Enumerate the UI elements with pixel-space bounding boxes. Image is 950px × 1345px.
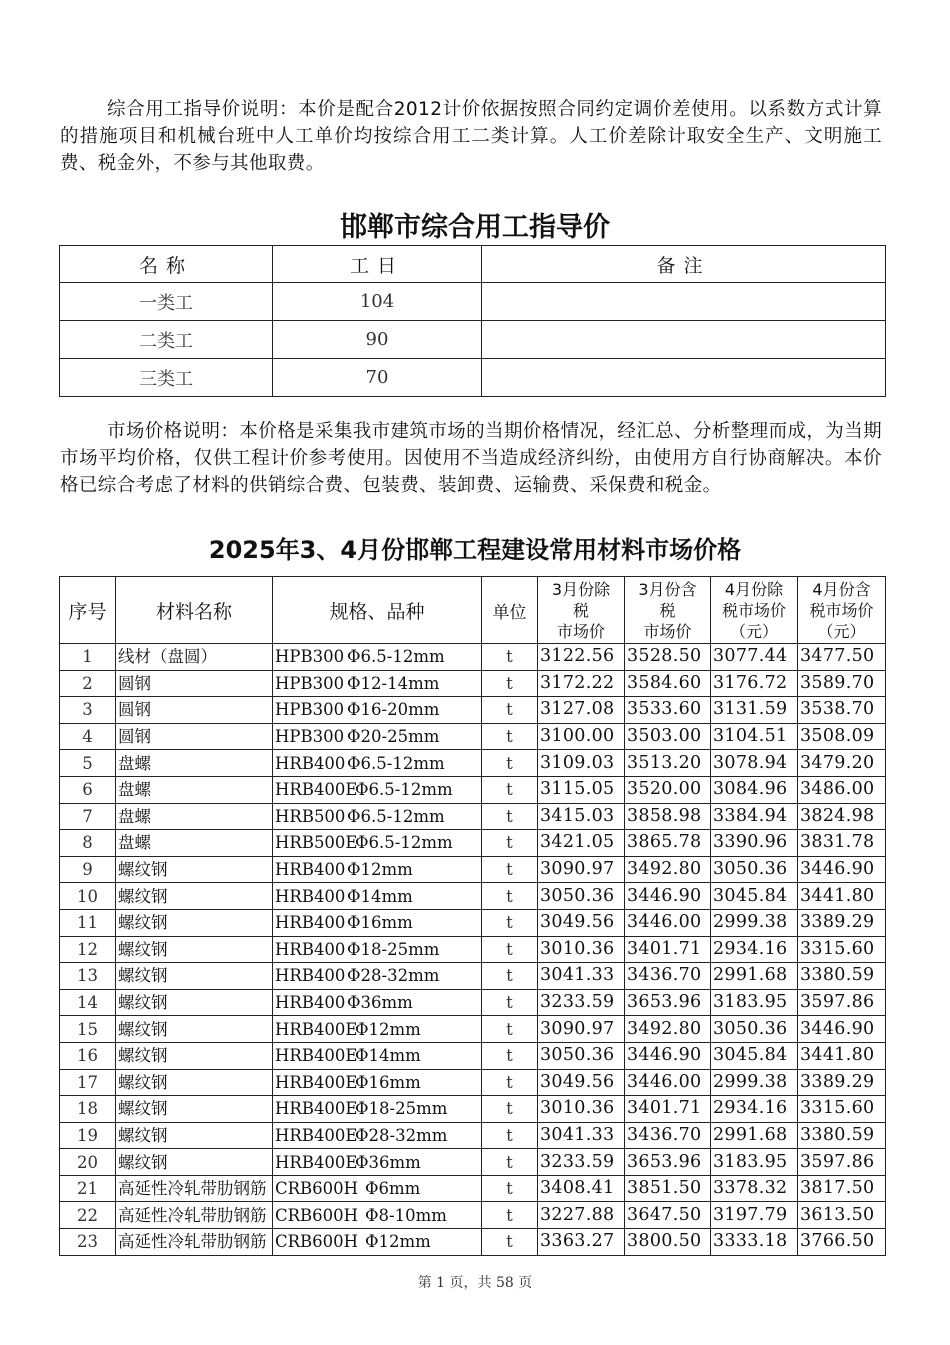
cell-apr-price-ex-tax: 3390.96 [711, 830, 798, 857]
cell-mar-price-ex-tax: 3172.22 [538, 670, 625, 697]
col-header-note: 备注 [482, 246, 886, 283]
material-row [60, 830, 886, 857]
header-line: 税 [659, 600, 676, 620]
cell-unit: t [482, 1096, 538, 1123]
cell-spec [273, 776, 482, 803]
cell-mar-price-in-tax: 3851.50 [625, 1175, 711, 1202]
cell-apr-price-ex-tax: 3183.95 [711, 989, 798, 1016]
cell-apr-price-in-tax: 3597.86 [798, 1149, 886, 1176]
cell-mar-price-in-tax: 3528.50 [625, 644, 711, 671]
spec-size: Φ28-32mm [347, 966, 440, 986]
cell-mar-price-in-tax: 3446.90 [625, 1042, 711, 1069]
cell-mar-price-in-tax: 3492.80 [625, 1016, 711, 1043]
cell-material-name: 高延性冷轧带肋钢筋 [116, 1229, 273, 1256]
cell-apr-price-ex-tax: 3077.44 [711, 644, 798, 671]
cell-mar-price-in-tax: 3446.90 [625, 883, 711, 910]
cell-unit: t [482, 1229, 538, 1256]
spec-size: Φ28-32mm [355, 1125, 448, 1145]
cell-seq: 1 [60, 644, 116, 671]
cell-apr-price-in-tax: 3380.59 [798, 963, 886, 990]
material-row [60, 1096, 886, 1123]
cell-material-name: 螺纹钢 [116, 1096, 273, 1123]
cell-spec [273, 1149, 482, 1176]
cell-apr-price-ex-tax: 3197.79 [711, 1202, 798, 1229]
cell-unit: t [482, 1069, 538, 1096]
cell-work-days: 70 [273, 359, 482, 397]
material-row [60, 1122, 886, 1149]
col-header-days: 工日 [273, 246, 482, 283]
labor-row [60, 359, 886, 397]
header-line: 3月份含 [638, 579, 697, 599]
cell-mar-price-ex-tax: 3090.97 [538, 856, 625, 883]
col-header-seq: 序号 [60, 577, 116, 644]
header-line: 4月份除 [724, 579, 784, 599]
cell-mar-price-ex-tax: 3408.41 [538, 1175, 625, 1202]
cell-apr-price-ex-tax: 3045.84 [711, 1042, 798, 1069]
spec-size: Φ6.5-12mm [347, 647, 445, 667]
material-row [60, 1016, 886, 1043]
col-header-material-name: 材料名称 [116, 577, 273, 644]
cell-unit: t [482, 989, 538, 1016]
cell-unit: t [482, 644, 538, 671]
cell-seq: 10 [60, 883, 116, 910]
cell-unit: t [482, 776, 538, 803]
cell-unit: t [482, 723, 538, 750]
cell-seq: 16 [60, 1042, 116, 1069]
cell-material-name: 螺纹钢 [116, 989, 273, 1016]
material-row [60, 909, 886, 936]
cell-unit: t [482, 1175, 538, 1202]
cell-material-name: 高延性冷轧带肋钢筋 [116, 1202, 273, 1229]
cell-mar-price-in-tax: 3446.00 [625, 1069, 711, 1096]
cell-spec [273, 1016, 482, 1043]
cell-unit: t [482, 1042, 538, 1069]
material-row [60, 750, 886, 777]
header-line: 4月份含 [812, 579, 871, 599]
cell-spec [273, 1175, 482, 1202]
spec-grade: HRB400E [275, 1046, 358, 1066]
cell-spec [273, 697, 482, 724]
cell-apr-price-ex-tax: 2991.68 [711, 963, 798, 990]
cell-material-name: 螺纹钢 [116, 1149, 273, 1176]
cell-mar-price-in-tax: 3492.80 [625, 856, 711, 883]
material-row [60, 936, 886, 963]
material-header-row [60, 577, 886, 644]
cell-apr-price-ex-tax: 3333.18 [711, 1229, 798, 1256]
cell-seq: 21 [60, 1175, 116, 1202]
cell-seq: 5 [60, 750, 116, 777]
cell-mar-price-in-tax: 3653.96 [625, 1149, 711, 1176]
spec-size: Φ12mm [347, 860, 413, 880]
labor-price-table [59, 245, 886, 397]
cell-apr-price-ex-tax: 3050.36 [711, 856, 798, 883]
spec-size: Φ8-10mm [365, 1205, 447, 1225]
spec-grade: HRB400 [275, 939, 346, 959]
spec-grade: CRB600H [275, 1179, 359, 1199]
market-price-note: 市场价格说明：本价格是采集我市建筑市场的当期价格情况，经汇总、分析整理而成，为当期市场平均价格，仅供工程计价参考使用。因使用不当造成经济纠纷，由使用方自行协商解决。本价格已综合考虑了材料的供销综合费、包装费、装卸费、运输费、采保费和税金。 [60, 421, 882, 496]
material-row [60, 776, 886, 803]
header-line: 市场价 [556, 621, 605, 641]
cell-apr-price-in-tax: 3766.50 [798, 1229, 886, 1256]
cell-spec [273, 856, 482, 883]
spec-size: Φ6.5-12mm [347, 806, 445, 826]
cell-material-name: 盘螺 [116, 776, 273, 803]
cell-material-name: 螺纹钢 [116, 1122, 273, 1149]
cell-mar-price-ex-tax: 3227.88 [538, 1202, 625, 1229]
cell-seq: 2 [60, 670, 116, 697]
spec-size: Φ18-25mm [355, 1099, 448, 1119]
spec-grade: HRB400E [275, 1125, 358, 1145]
cell-seq: 8 [60, 830, 116, 857]
cell-note [482, 283, 886, 321]
cell-apr-price-ex-tax: 3131.59 [711, 697, 798, 724]
spec-grade: HPB300 [275, 727, 345, 747]
spec-grade: HRB500E [275, 833, 358, 853]
cell-mar-price-ex-tax: 3233.59 [538, 989, 625, 1016]
material-price-table [59, 576, 886, 1256]
cell-spec [273, 989, 482, 1016]
cell-seq: 11 [60, 909, 116, 936]
cell-mar-price-in-tax: 3401.71 [625, 936, 711, 963]
cell-mar-price-ex-tax: 3010.36 [538, 1096, 625, 1123]
header-line: （元） [729, 621, 778, 641]
cell-spec [273, 936, 482, 963]
cell-mar-price-in-tax: 3503.00 [625, 723, 711, 750]
spec-size: Φ18-25mm [347, 939, 440, 959]
cell-seq: 19 [60, 1122, 116, 1149]
spec-size: Φ6mm [365, 1179, 421, 1199]
material-row [60, 883, 886, 910]
cell-mar-price-in-tax: 3858.98 [625, 803, 711, 830]
cell-apr-price-in-tax: 3477.50 [798, 644, 886, 671]
header-line: 税市场价 [721, 600, 786, 620]
cell-material-name: 盘螺 [116, 830, 273, 857]
header-line: 税 [572, 600, 589, 620]
cell-spec [273, 644, 482, 671]
cell-apr-price-in-tax: 3824.98 [798, 803, 886, 830]
cell-unit: t [482, 697, 538, 724]
material-row [60, 1229, 886, 1256]
material-row [60, 644, 886, 671]
cell-seq: 23 [60, 1229, 116, 1256]
cell-mar-price-ex-tax: 3421.05 [538, 830, 625, 857]
cell-mar-price-in-tax: 3446.00 [625, 909, 711, 936]
spec-grade: CRB600H [275, 1232, 359, 1252]
spec-grade: HRB400E [275, 1072, 358, 1092]
cell-unit: t [482, 883, 538, 910]
cell-spec [273, 963, 482, 990]
cell-apr-price-in-tax: 3831.78 [798, 830, 886, 857]
cell-apr-price-ex-tax: 2934.16 [711, 936, 798, 963]
cell-apr-price-ex-tax: 3183.95 [711, 1149, 798, 1176]
col-header-apr-ex [711, 577, 798, 644]
cell-spec [273, 1122, 482, 1149]
cell-mar-price-ex-tax: 3100.00 [538, 723, 625, 750]
cell-note [482, 359, 886, 397]
cell-unit: t [482, 1202, 538, 1229]
cell-seq: 22 [60, 1202, 116, 1229]
cell-material-name: 圆钢 [116, 723, 273, 750]
material-table-title: 2025年3、4月份邯郸工程建设常用材料市场价格 [208, 536, 742, 564]
cell-apr-price-ex-tax: 3384.94 [711, 803, 798, 830]
cell-work-days: 104 [273, 283, 482, 321]
header-line: 3月份除 [551, 579, 611, 599]
col-header-apr-in [798, 577, 886, 644]
spec-size: Φ16-20mm [347, 700, 440, 720]
cell-mar-price-ex-tax: 3050.36 [538, 1042, 625, 1069]
spec-grade: HRB400E [275, 1019, 358, 1039]
cell-apr-price-in-tax: 3389.29 [798, 909, 886, 936]
col-header-spec: 规格、品种 [273, 577, 482, 644]
spec-size: Φ16mm [355, 1072, 421, 1092]
spec-grade: HRB400E [275, 1099, 358, 1119]
spec-grade: HRB500 [275, 806, 346, 826]
cell-worker-class: 一类工 [60, 283, 273, 321]
cell-spec [273, 1069, 482, 1096]
spec-grade: HRB400 [275, 886, 346, 906]
cell-worker-class: 三类工 [60, 359, 273, 397]
col-header-mar-in [625, 577, 711, 644]
material-row [60, 697, 886, 724]
cell-apr-price-ex-tax: 2934.16 [711, 1096, 798, 1123]
cell-unit: t [482, 750, 538, 777]
cell-seq: 20 [60, 1149, 116, 1176]
cell-apr-price-in-tax: 3589.70 [798, 670, 886, 697]
cell-seq: 3 [60, 697, 116, 724]
cell-apr-price-in-tax: 3315.60 [798, 1096, 886, 1123]
spec-size: Φ6.5-12mm [355, 780, 453, 800]
cell-spec [273, 1229, 482, 1256]
cell-apr-price-in-tax: 3441.80 [798, 883, 886, 910]
spec-size: Φ36mm [355, 1152, 421, 1172]
cell-mar-price-in-tax: 3865.78 [625, 830, 711, 857]
labor-price-note: 综合用工指导价说明：本价是配合2012计价依据按照合同约定调价差使用。以系数方式计算的措施项目和机械台班中人工单价均按综合用工二类计算。人工价差除计取安全生产、文明施工费、税金外，不参与其他取费。 [60, 99, 882, 174]
spec-grade: HPB300 [275, 673, 345, 693]
cell-apr-price-in-tax: 3446.90 [798, 856, 886, 883]
cell-material-name: 螺纹钢 [116, 1069, 273, 1096]
spec-size: Φ20-25mm [347, 727, 440, 747]
material-row [60, 963, 886, 990]
cell-seq: 7 [60, 803, 116, 830]
spec-size: Φ14mm [355, 1046, 421, 1066]
cell-material-name: 螺纹钢 [116, 883, 273, 910]
spec-size: Φ12mm [365, 1232, 431, 1252]
material-row [60, 1069, 886, 1096]
cell-unit: t [482, 1016, 538, 1043]
cell-seq: 6 [60, 776, 116, 803]
cell-seq: 17 [60, 1069, 116, 1096]
cell-apr-price-ex-tax: 2999.38 [711, 909, 798, 936]
page-number: 第 1 页，共 58 页 [417, 1275, 533, 1291]
cell-material-name: 螺纹钢 [116, 909, 273, 936]
cell-mar-price-ex-tax: 3233.59 [538, 1149, 625, 1176]
cell-mar-price-ex-tax: 3415.03 [538, 803, 625, 830]
cell-seq: 13 [60, 963, 116, 990]
spec-size: Φ36mm [347, 993, 413, 1013]
cell-spec [273, 1042, 482, 1069]
material-row [60, 1202, 886, 1229]
cell-material-name: 盘螺 [116, 803, 273, 830]
cell-unit: t [482, 803, 538, 830]
cell-unit: t [482, 909, 538, 936]
spec-grade: HPB300 [275, 647, 345, 667]
cell-mar-price-ex-tax: 3090.97 [538, 1016, 625, 1043]
cell-spec [273, 723, 482, 750]
cell-material-name: 螺纹钢 [116, 963, 273, 990]
cell-mar-price-in-tax: 3647.50 [625, 1202, 711, 1229]
col-header-unit: 单位 [482, 577, 538, 644]
cell-mar-price-ex-tax: 3049.56 [538, 909, 625, 936]
cell-spec [273, 670, 482, 697]
spec-grade: HRB400 [275, 993, 346, 1013]
cell-apr-price-ex-tax: 3084.96 [711, 776, 798, 803]
cell-work-days: 90 [273, 321, 482, 359]
cell-apr-price-in-tax: 3817.50 [798, 1175, 886, 1202]
labor-header-row [60, 246, 886, 283]
cell-apr-price-ex-tax: 3045.84 [711, 883, 798, 910]
cell-spec [273, 830, 482, 857]
spec-grade: HRB400 [275, 966, 346, 986]
material-row [60, 989, 886, 1016]
cell-material-name: 圆钢 [116, 697, 273, 724]
cell-mar-price-in-tax: 3520.00 [625, 776, 711, 803]
col-header-name: 名称 [60, 246, 273, 283]
spec-size: Φ12mm [355, 1019, 421, 1039]
header-line: 税市场价 [809, 600, 874, 620]
cell-unit: t [482, 830, 538, 857]
spec-grade: HRB400 [275, 753, 346, 773]
cell-mar-price-ex-tax: 3041.33 [538, 963, 625, 990]
cell-unit: t [482, 670, 538, 697]
cell-material-name: 螺纹钢 [116, 1042, 273, 1069]
cell-mar-price-ex-tax: 3010.36 [538, 936, 625, 963]
spec-grade: HRB400 [275, 913, 346, 933]
header-line: （元） [817, 621, 866, 641]
material-row [60, 1175, 886, 1202]
cell-apr-price-ex-tax: 3104.51 [711, 723, 798, 750]
cell-apr-price-ex-tax: 3378.32 [711, 1175, 798, 1202]
cell-seq: 15 [60, 1016, 116, 1043]
spec-size: Φ12-14mm [347, 673, 440, 693]
cell-worker-class: 二类工 [60, 321, 273, 359]
material-row [60, 1042, 886, 1069]
cell-unit: t [482, 1122, 538, 1149]
material-row [60, 803, 886, 830]
cell-apr-price-in-tax: 3441.80 [798, 1042, 886, 1069]
cell-material-name: 圆钢 [116, 670, 273, 697]
spec-grade: HRB400 [275, 860, 346, 880]
cell-material-name: 螺纹钢 [116, 936, 273, 963]
cell-mar-price-ex-tax: 3122.56 [538, 644, 625, 671]
cell-seq: 9 [60, 856, 116, 883]
material-row [60, 856, 886, 883]
cell-apr-price-in-tax: 3389.29 [798, 1069, 886, 1096]
spec-size: Φ6.5-12mm [347, 753, 445, 773]
cell-unit: t [482, 1149, 538, 1176]
cell-apr-price-in-tax: 3446.90 [798, 1016, 886, 1043]
cell-mar-price-in-tax: 3436.70 [625, 1122, 711, 1149]
spec-grade: HPB300 [275, 700, 345, 720]
cell-mar-price-ex-tax: 3049.56 [538, 1069, 625, 1096]
cell-seq: 14 [60, 989, 116, 1016]
cell-apr-price-in-tax: 3479.20 [798, 750, 886, 777]
spec-size: Φ14mm [347, 886, 413, 906]
header-line: 市场价 [643, 621, 692, 641]
cell-seq: 12 [60, 936, 116, 963]
material-row [60, 723, 886, 750]
cell-mar-price-ex-tax: 3363.27 [538, 1229, 625, 1256]
material-row [60, 1149, 886, 1176]
cell-mar-price-in-tax: 3584.60 [625, 670, 711, 697]
cell-seq: 18 [60, 1096, 116, 1123]
cell-mar-price-ex-tax: 3109.03 [538, 750, 625, 777]
cell-mar-price-ex-tax: 3127.08 [538, 697, 625, 724]
cell-material-name: 线材（盘圆） [116, 644, 273, 671]
cell-note [482, 321, 886, 359]
labor-row [60, 283, 886, 321]
cell-mar-price-in-tax: 3653.96 [625, 989, 711, 1016]
cell-unit: t [482, 963, 538, 990]
cell-apr-price-in-tax: 3613.50 [798, 1202, 886, 1229]
cell-spec [273, 883, 482, 910]
cell-spec [273, 803, 482, 830]
labor-table-title: 邯郸市综合用工指导价 [340, 212, 610, 243]
cell-apr-price-ex-tax: 2991.68 [711, 1122, 798, 1149]
cell-spec [273, 750, 482, 777]
labor-row [60, 321, 886, 359]
cell-apr-price-ex-tax: 2999.38 [711, 1069, 798, 1096]
cell-apr-price-in-tax: 3380.59 [798, 1122, 886, 1149]
spec-size: Φ6.5-12mm [355, 833, 453, 853]
cell-apr-price-ex-tax: 3176.72 [711, 670, 798, 697]
cell-mar-price-in-tax: 3800.50 [625, 1229, 711, 1256]
cell-apr-price-ex-tax: 3078.94 [711, 750, 798, 777]
cell-mar-price-in-tax: 3513.20 [625, 750, 711, 777]
cell-apr-price-in-tax: 3508.09 [798, 723, 886, 750]
spec-grade: CRB600H [275, 1205, 359, 1225]
cell-spec [273, 909, 482, 936]
cell-spec [273, 1202, 482, 1229]
spec-size: Φ16mm [347, 913, 413, 933]
cell-mar-price-ex-tax: 3041.33 [538, 1122, 625, 1149]
cell-apr-price-in-tax: 3597.86 [798, 989, 886, 1016]
cell-unit: t [482, 856, 538, 883]
cell-mar-price-ex-tax: 3050.36 [538, 883, 625, 910]
cell-material-name: 高延性冷轧带肋钢筋 [116, 1175, 273, 1202]
cell-mar-price-in-tax: 3401.71 [625, 1096, 711, 1123]
cell-unit: t [482, 936, 538, 963]
cell-mar-price-ex-tax: 3115.05 [538, 776, 625, 803]
material-row [60, 670, 886, 697]
cell-material-name: 螺纹钢 [116, 1016, 273, 1043]
cell-apr-price-in-tax: 3315.60 [798, 936, 886, 963]
cell-material-name: 螺纹钢 [116, 856, 273, 883]
cell-spec [273, 1096, 482, 1123]
cell-apr-price-in-tax: 3538.70 [798, 697, 886, 724]
cell-material-name: 盘螺 [116, 750, 273, 777]
cell-seq: 4 [60, 723, 116, 750]
spec-grade: HRB400E [275, 1152, 358, 1172]
cell-apr-price-ex-tax: 3050.36 [711, 1016, 798, 1043]
cell-apr-price-in-tax: 3486.00 [798, 776, 886, 803]
col-header-mar-ex [538, 577, 625, 644]
cell-mar-price-in-tax: 3533.60 [625, 697, 711, 724]
cell-mar-price-in-tax: 3436.70 [625, 963, 711, 990]
spec-grade: HRB400E [275, 780, 358, 800]
